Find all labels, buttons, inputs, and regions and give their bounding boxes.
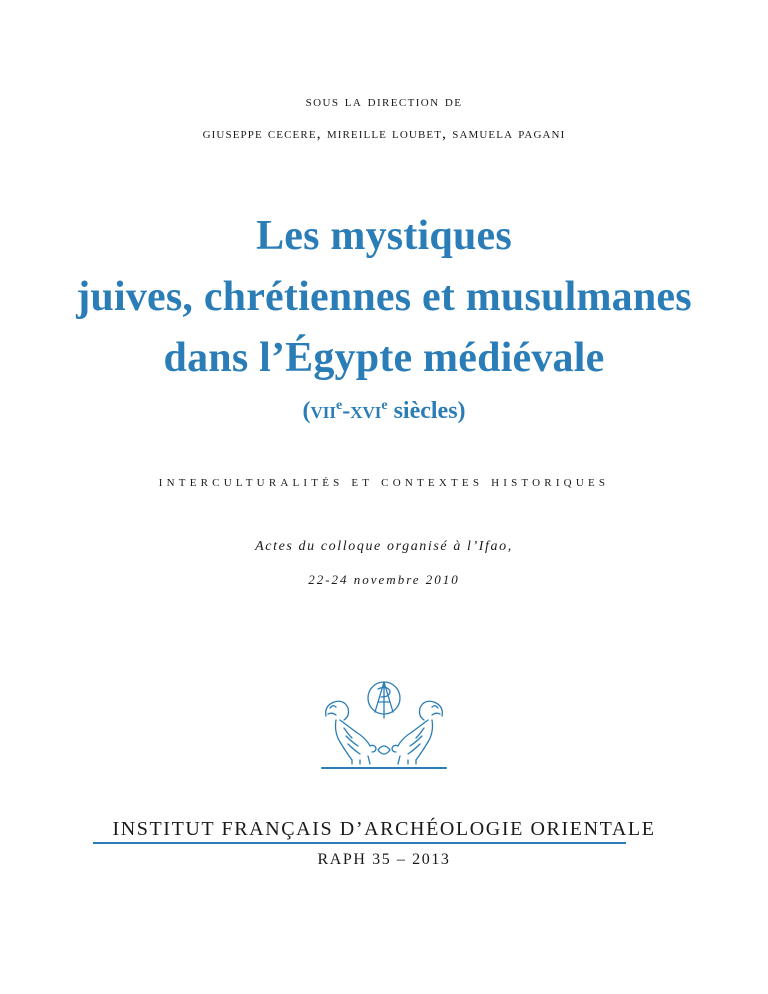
editors-label: sous la direction de: [305, 93, 463, 110]
subtitle-sup-1: e: [335, 398, 343, 413]
editors-names: giuseppe cecere, mireille loubet, samuela pagani: [202, 125, 566, 142]
acts-line: Actes du colloque organisé à l’Ifao,: [255, 539, 513, 554]
subtitle-century-start: vii: [310, 398, 336, 424]
subtitle-dash: -: [342, 398, 351, 424]
institute-name: INSTITUT FRANÇAIS D’ARCHÉOLOGIE ORIENTALE: [112, 818, 656, 840]
title-line-1: Les mystiques: [256, 213, 512, 259]
subtitle-open: (: [302, 398, 311, 424]
ifao-lions-emblem-icon: [318, 668, 450, 776]
dates-line: 22-24 novembre 2010: [308, 572, 460, 587]
title-line-2: juives, chrétiennes et musulmanes: [76, 274, 692, 320]
subtitle-rest: siècles): [387, 398, 466, 424]
divider-rule: [93, 842, 626, 844]
series-volume: RAPH 35 – 2013: [317, 851, 451, 868]
subtitle-centuries: [0, 398, 768, 425]
subtitle-century-end: xvi: [350, 398, 382, 424]
title-line-3: dans l’Égypte médiévale: [163, 335, 605, 381]
series-name: interculturalités et contextes historiques: [158, 474, 610, 490]
subtitle-sup-2: e: [381, 398, 388, 413]
